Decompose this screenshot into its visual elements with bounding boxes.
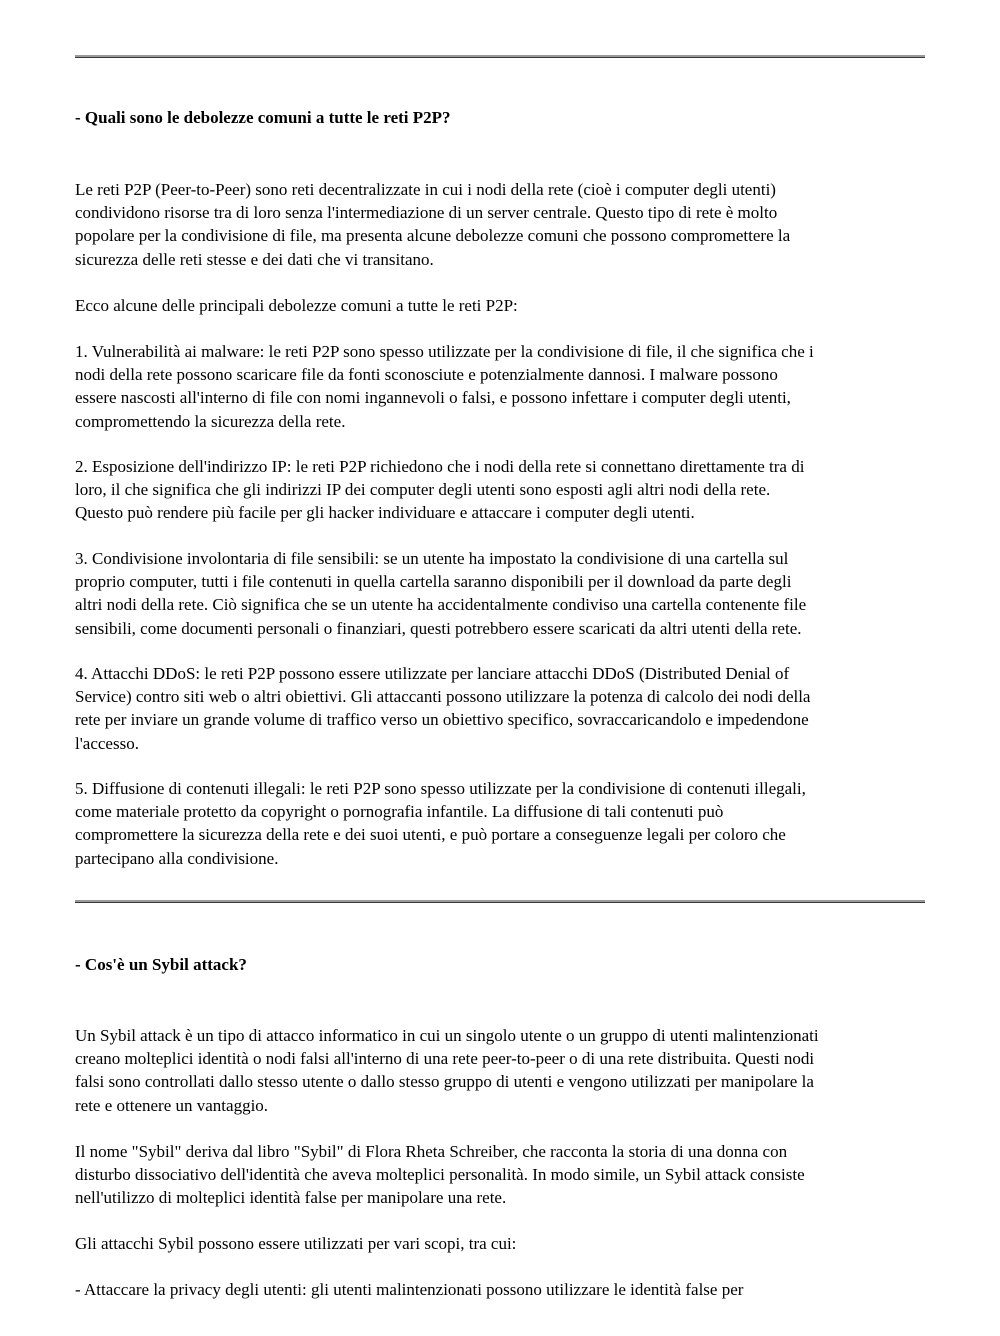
- text-line: nell'utilizzo di molteplici identità false per manipolare una rete.: [75, 1188, 507, 1208]
- text-line: loro, il che significa che gli indirizzi IP dei computer degli utenti sono esposti agli altri nodi della rete.: [75, 480, 771, 500]
- paragraph-sybil-name-origin: [75, 1140, 925, 1210]
- text-line: rete per inviare un grande volume di traffico verso un obiettivo specifico, sovraccaricandolo e impedendone: [75, 710, 809, 730]
- text-line: Questo può rendere più facile per gli hacker individuare e attaccare i computer degli utenti.: [75, 503, 695, 523]
- text-line: 3. Condivisione involontaria di file sensibili: se un utente ha impostato la condivisione di una cartella sul: [75, 549, 789, 568]
- text-line: Le reti P2P (Peer-to-Peer) sono reti decentralizzate in cui i nodi della rete (cioè i computer degli utenti): [75, 180, 776, 199]
- text-line: Il nome "Sybil" deriva dal libro "Sybil" di Flora Rheta Schreiber, che racconta la storia di una donna con: [75, 1142, 788, 1161]
- text-line: essere nascosti all'interno di file con nomi ingannevoli o falsi, e possono infettare i computer degli utenti,: [75, 388, 791, 408]
- paragraph-p2p-list-intro: [75, 294, 925, 317]
- text-line: 2. Esposizione dell'indirizzo IP: le reti P2P richiedono che i nodi della rete si connettano direttamente tra di: [75, 457, 805, 476]
- text-line: Service) contro siti web o altri obiettivi. Gli attaccanti possono utilizzare la potenza di calcolo dei nodi della: [75, 687, 811, 707]
- text-line: 4. Attacchi DDoS: le reti P2P possono essere utilizzate per lanciare attacchi DDoS (Distributed Denial of: [75, 664, 790, 683]
- section-heading-sybil: - Cos'è un Sybil attack?: [75, 955, 247, 974]
- text-line: proprio computer, tutti i file contenuti in quella cartella saranno disponibili per il download da parte degli: [75, 572, 792, 592]
- paragraph-p2p-intro: [75, 178, 925, 271]
- text-line: falsi sono controllati dallo stesso utente o dallo stesso gruppo di utenti e vengono utilizzati per manipolare la: [75, 1072, 814, 1092]
- paragraph-sybil-definition: [75, 1024, 925, 1117]
- text-line: come materiale protetto da copyright o pornografia infantile. La diffusione di tali contenuti può: [75, 802, 724, 822]
- text-line: Ecco alcune delle principali debolezze comuni a tutte le reti P2P:: [75, 296, 518, 315]
- text-line: partecipano alla condivisione.: [75, 848, 279, 868]
- text-line: sensibili, come documenti personali o finanziari, questi potrebbero essere scaricati da altri utenti della rete.: [75, 618, 802, 638]
- paragraph-sybil-privacy: [75, 1278, 925, 1301]
- paragraph-p2p-item-2: [75, 455, 925, 525]
- text-line: sicurezza delle reti stesse e dei dati che vi transitano.: [75, 249, 434, 269]
- text-line: Un Sybil attack è un tipo di attacco informatico in cui un singolo utente o un gruppo di utenti malintenzionati: [75, 1026, 819, 1045]
- text-line: disturbo dissociativo dell'identità che aveva molteplici personalità. In modo simile, un Sybil attack consiste: [75, 1165, 805, 1185]
- text-line: popolare per la condivisione di file, ma presenta alcune debolezze comuni che possono compromettere la: [75, 226, 791, 246]
- paragraph-p2p-item-3: [75, 547, 925, 640]
- text-line: Gli attacchi Sybil possono essere utilizzati per vari scopi, tra cui:: [75, 1234, 517, 1253]
- text-line: 5. Diffusione di contenuti illegali: le reti P2P sono spesso utilizzate per la condivisione di contenuti illegali,: [75, 779, 806, 798]
- text-line: compromettendo la sicurezza della rete.: [75, 411, 346, 431]
- text-line: l'accesso.: [75, 733, 139, 753]
- section-heading-p2p: - Quali sono le debolezze comuni a tutte le reti P2P?: [75, 108, 451, 127]
- text-line: condividono risorse tra di loro senza l'intermediazione di un server centrale. Questo tipo di rete è molto: [75, 203, 778, 223]
- text-line: creano molteplici identità o nodi falsi all'interno di una rete peer-to-peer o di una rete distribuita. Questi nodi: [75, 1049, 815, 1069]
- text-line: nodi della rete possono scaricare file da fonti sconosciute e potenzialmente dannosi. I malware possono: [75, 365, 778, 385]
- text-line: compromettere la sicurezza della rete e dei suoi utenti, e può portare a conseguenze legali per coloro che: [75, 825, 786, 845]
- text-line: rete e ottenere un vantaggio.: [75, 1095, 269, 1115]
- paragraph-p2p-item-4: [75, 662, 925, 755]
- text-line: 1. Vulnerabilità ai malware: le reti P2P sono spesso utilizzate per la condivisione di file, il che significa che i: [75, 342, 814, 361]
- text-line: - Attaccare la privacy degli utenti: gli utenti malintenzionati possono utilizzare le identità false per: [75, 1280, 744, 1299]
- paragraph-p2p-item-5: [75, 777, 925, 870]
- horizontal-rule-middle: [75, 900, 925, 903]
- text-line: altri nodi della rete. Ciò significa che se un utente ha accidentalmente condiviso una cartella contenente file: [75, 595, 807, 615]
- horizontal-rule-top: [75, 55, 925, 58]
- paragraph-sybil-purposes: [75, 1232, 925, 1255]
- paragraph-p2p-item-1: [75, 340, 925, 433]
